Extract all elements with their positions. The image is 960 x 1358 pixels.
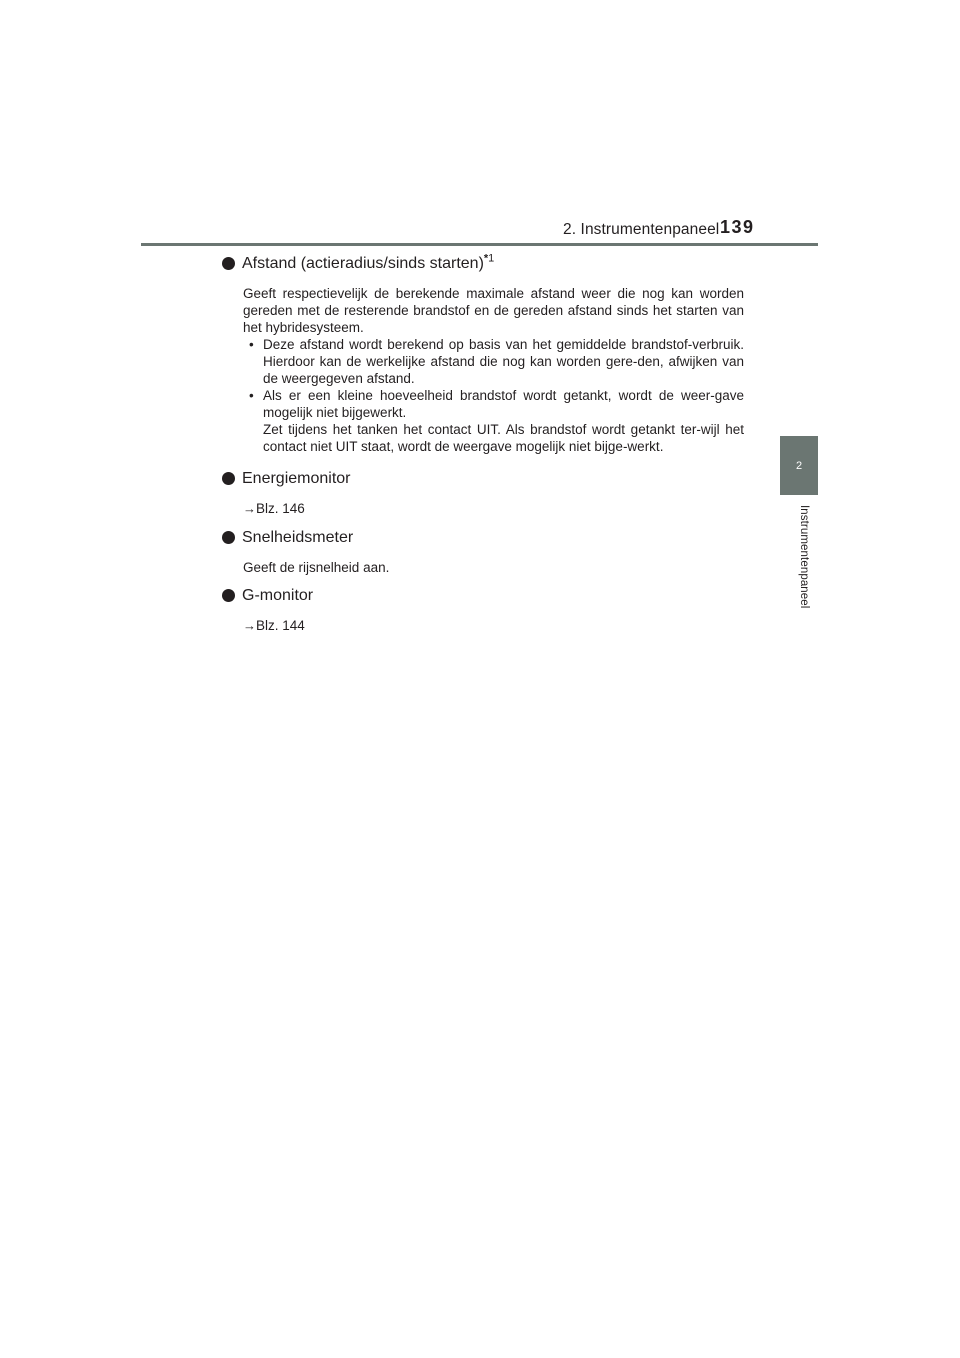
body-paragraph: Geeft respectievelijk de berekende maximale afstand weer die nog kan worden gereden met de resterende brandstof en de gereden afstand sinds het starten van het hybridesysteem. [243, 286, 744, 335]
chapter-side-label: Instrumentenpaneel [798, 505, 810, 609]
header-rule [141, 243, 818, 246]
note-list [243, 336, 744, 455]
page-reference[interactable] [243, 500, 744, 517]
section-heading [222, 586, 744, 606]
list-item-text: Deze afstand wordt berekend op basis van het gemiddelde brandstof-verbruik. Hierdoor kan de werkelijke afstand die nog kan worden gere-den, afwijken van de weergegeven afstand. [263, 337, 744, 386]
heading-text: Afstand (actieradius/sinds starten) [242, 255, 484, 272]
bullet-circle-icon [222, 472, 235, 485]
bullet-circle-icon [222, 257, 235, 270]
section-g-monitor [222, 586, 744, 634]
bullet-circle-icon [222, 531, 235, 544]
list-bullet: • [249, 388, 254, 403]
heading-text: Energiemonitor [242, 470, 351, 487]
heading-text: G-monitor [242, 587, 314, 604]
chapter-number: 2 [795, 459, 803, 472]
section-heading [222, 528, 744, 548]
footnote-mark: *1 [483, 252, 495, 265]
arrow-right-icon: → [243, 618, 256, 633]
section-energiemonitor [222, 469, 744, 517]
page-number: 139 [720, 217, 755, 237]
list-bullet: • [249, 337, 254, 352]
section-afstand [222, 254, 744, 455]
section-body [243, 285, 744, 455]
page-content [222, 254, 744, 634]
heading-text: Snelheidsmeter [242, 529, 354, 546]
chapter-tab [780, 436, 818, 495]
arrow-right-icon: → [243, 501, 256, 516]
section-heading [222, 469, 744, 489]
section-heading [222, 254, 744, 274]
running-header-title: 2. Instrumentenpaneel [563, 221, 720, 238]
page-reference[interactable] [243, 617, 744, 634]
list-item [243, 336, 744, 387]
page-reference-text: Blz. 146 [256, 501, 305, 516]
section-snelheidsmeter [222, 528, 744, 576]
list-item-text: Als er een kleine hoeveelheid brandstof wordt getankt, wordt de weer-gave mogelijk niet bijgewerkt. [263, 388, 744, 420]
bullet-circle-icon [222, 589, 235, 602]
page-reference-text: Blz. 144 [256, 618, 305, 633]
list-item [243, 387, 744, 455]
list-item-continuation: Zet tijdens het tanken het contact UIT. Als brandstof wordt getankt ter-wijl het contact niet UIT staat, wordt de weergave mogelijk niet bijge-werkt. [263, 422, 744, 454]
section-body: Geeft de rijsnelheid aan. [243, 560, 390, 575]
